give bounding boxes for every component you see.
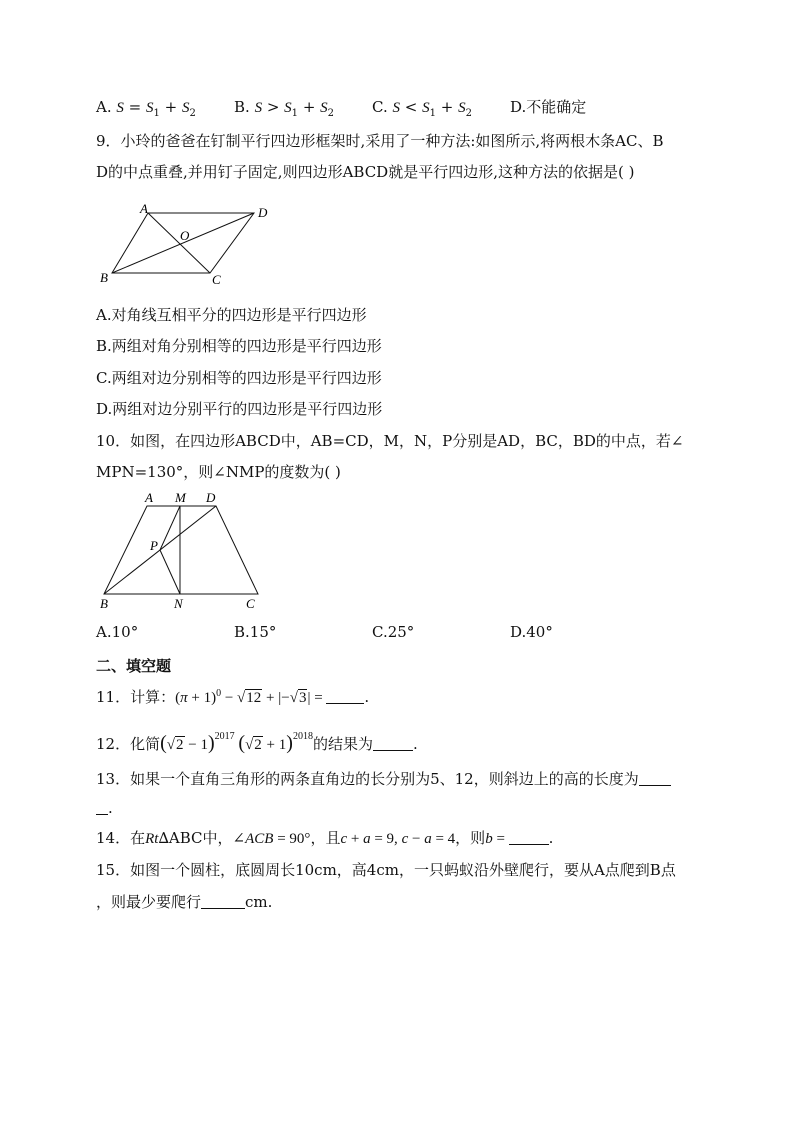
q14-answer-blank[interactable] (509, 830, 549, 845)
q14-line: 14．在Rt∆ABC中，∠ACB = 90°，且c + a = 9, c − a = 4，则b = . (96, 829, 554, 847)
q14-angle: ∠ACB = 90° (232, 831, 311, 847)
q12-expression: $(√2 - 1)^{2017}$ $(√2 + 1)^{2018}$ (160, 731, 313, 754)
q10-trapezoid-figure (96, 488, 276, 613)
q15-prefix: ，则最少要爬行 (96, 893, 202, 911)
q14-mid3: ，则 (455, 829, 486, 847)
q11-line (96, 684, 369, 708)
q9-parallelogram-figure (96, 200, 286, 290)
q10-label-n: N (174, 596, 183, 611)
q9-label-d: D (258, 205, 268, 220)
q9-text-line2: D的中点重叠,并用钉子固定,则四边形ABCD就是平行四边形,这种方法的依据是( ) (96, 163, 635, 181)
q14-mid1: ABC中， (168, 829, 233, 847)
q13-text: 13．如果一个直角三角形的两条直角边的长分别为5、12，则斜边上的高的长度为 (96, 770, 639, 788)
q10-label-d: D (206, 490, 216, 505)
section-title-fill-in: 二、填空题 (96, 657, 172, 675)
q12-exponent-2: 2018 (292, 731, 313, 742)
q13-answer-blank-part2[interactable] (96, 800, 108, 815)
q14-mid2: ，且 (310, 829, 341, 847)
q11-prefix: 11．计算： (96, 688, 176, 706)
q10-option-c: C.25° (372, 623, 415, 641)
q10-option-a: A.10° (96, 623, 139, 641)
q15-answer-blank[interactable] (201, 894, 245, 909)
q9-text-line1: 9．小玲的爸爸在钉制平行四边形框架时,采用了一种方法:如图所示,将两根木条AC、B (96, 132, 664, 150)
q9-label-b: B (100, 270, 108, 285)
q15-line2 (96, 892, 272, 912)
q12-answer-blank[interactable] (373, 736, 413, 751)
q8-option-c: C. $S < S_1 + S_2$ (372, 98, 472, 119)
q9-option-d: D.两组对边分别平行的四边形是平行四边形 (96, 400, 383, 418)
q14-suffix: . (548, 829, 554, 847)
q10-option-d: D.40° (510, 623, 553, 641)
q10-label-c: C (246, 596, 255, 611)
q13-line2 (96, 798, 113, 818)
q10-option-b: B.15° (234, 623, 277, 641)
q8-option-d: D.不能确定 (510, 98, 587, 116)
q14-prefix: 14．在 (96, 829, 146, 847)
q14-b-eq: b = (485, 831, 509, 847)
q10-label-m: M (175, 490, 186, 505)
q10-text-line1: 10．如图，在四边形ABCD中，AB=CD，M，N，P分别是AD，BC，BD的中点，若∠ (96, 432, 684, 450)
q9-label-o: O (180, 228, 190, 243)
q8-option-b: B. $S > S_1 + S_2$ (234, 98, 335, 119)
q13-line1 (96, 769, 671, 789)
q12-line (96, 727, 418, 755)
q8-option-a: A. $S = S_1 + S_2$ (96, 98, 196, 119)
q15-suffix: cm. (245, 893, 273, 911)
q12-suffix: . (412, 735, 418, 753)
q11-suffix: . (364, 688, 370, 706)
q15-line1: 15．如图一个圆柱，底圆周长10cm，高4cm，一只蚂蚁沿外壁爬行，要从A点爬到B点 (96, 861, 676, 879)
q12-exponent-1: 2017 (214, 731, 235, 742)
q9-label-c: C (212, 272, 221, 287)
q11-expression: $(\pi + 1)^0 - √12 + |-√3|$ = (175, 688, 327, 706)
q13-answer-blank-part1[interactable] (639, 771, 671, 786)
q12-middle: 的结果为 (312, 735, 373, 753)
q9-option-c: C.两组对边分别相等的四边形是平行四边形 (96, 369, 382, 387)
q10-label-b: B (100, 596, 108, 611)
q10-text-line2: MPN=130°，则∠NMP的度数为( ) (96, 463, 341, 481)
q10-label-p: P (150, 538, 158, 553)
q9-label-a: A (140, 201, 148, 216)
q13-suffix: . (108, 799, 113, 817)
q12-prefix: 12．化简 (96, 735, 161, 753)
q14-conditions: c + a = 9, c − a = 4 (340, 831, 456, 847)
q14-rt: Rt (145, 831, 159, 847)
q10-label-a: A (145, 490, 153, 505)
q9-option-b: B.两组对角分别相等的四边形是平行四边形 (96, 337, 382, 355)
q11-answer-blank[interactable] (326, 689, 364, 704)
q9-option-a: A.对角线互相平分的四边形是平行四边形 (96, 306, 367, 324)
